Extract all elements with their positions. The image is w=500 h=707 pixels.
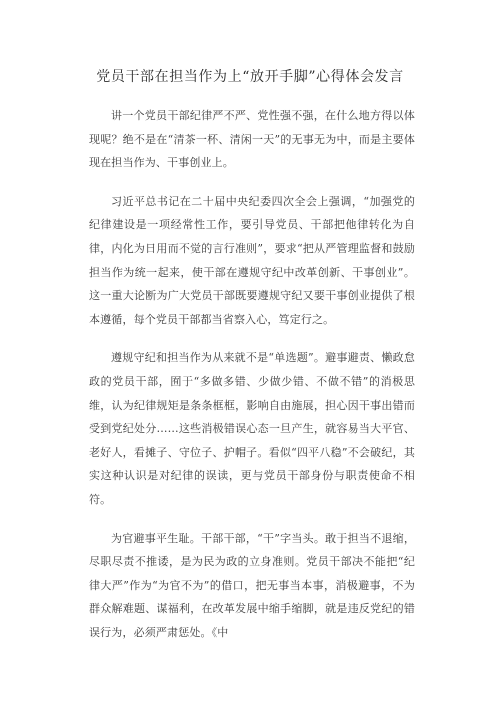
paragraph-3: 遵规守纪和担当作为从来就不是“单选题”。避事避责、懒政怠政的党员干部，囿于“多做多错、少做少错、不做不错”的消极思维，认为纪律规矩是条条框框，影响自由施展，担心因干事出错而受到党纪处分……这些消极错误心态一旦产生，就容易当大平官、老好人，看摊子、守位子、护帽子。看似“四平八稳”不会破纪，其实这种认识是对纪律的误读，更与党员干部身份与职责使命不相符。: [89, 351, 415, 506]
document-body: [89, 104, 415, 659]
document-title: 党员干部在担当作为上“放开手脚”心得体会发言: [96, 69, 404, 85]
paragraph-1: 讲一个党员干部纪律严不严、党性强不强，在什么地方得以体现呢？绝不是在“清茶一杯、清闲一天”的无事无为中，而是主要体现在担当作为、干事创业上。: [89, 109, 415, 170]
paragraph-4: 为官避事平生耻。干部干部，“干”字当头。敢于担当不退缩，尽职尽责不推诿，是为民为政的立身准则。党员干部决不能把“纪律大严”作为“为官不为”的借口，把无事当本事，消极避事，不为群众解难题、谋福利，在改革发展中缩手缩脚，就是违反党纪的错误行为，必须严肃惩处。《中: [89, 531, 415, 639]
paragraph-2: 习近平总书记在二十届中央纪委四次全会上强调，“加强党的纪律建设是一项经常性工作，要引导党员、干部把他律转化为自律，内化为日用而不觉的言行准则”，要求“把从严管理监督和鼓励担当作为统一起来，使干部在遵规守纪中改革创新、干事创业”。这一重大论断为广大党员干部既要遵规守纪又要干事创业提供了根本遵循，每个党员干部都当省察入心，笃定行之。: [89, 194, 415, 326]
